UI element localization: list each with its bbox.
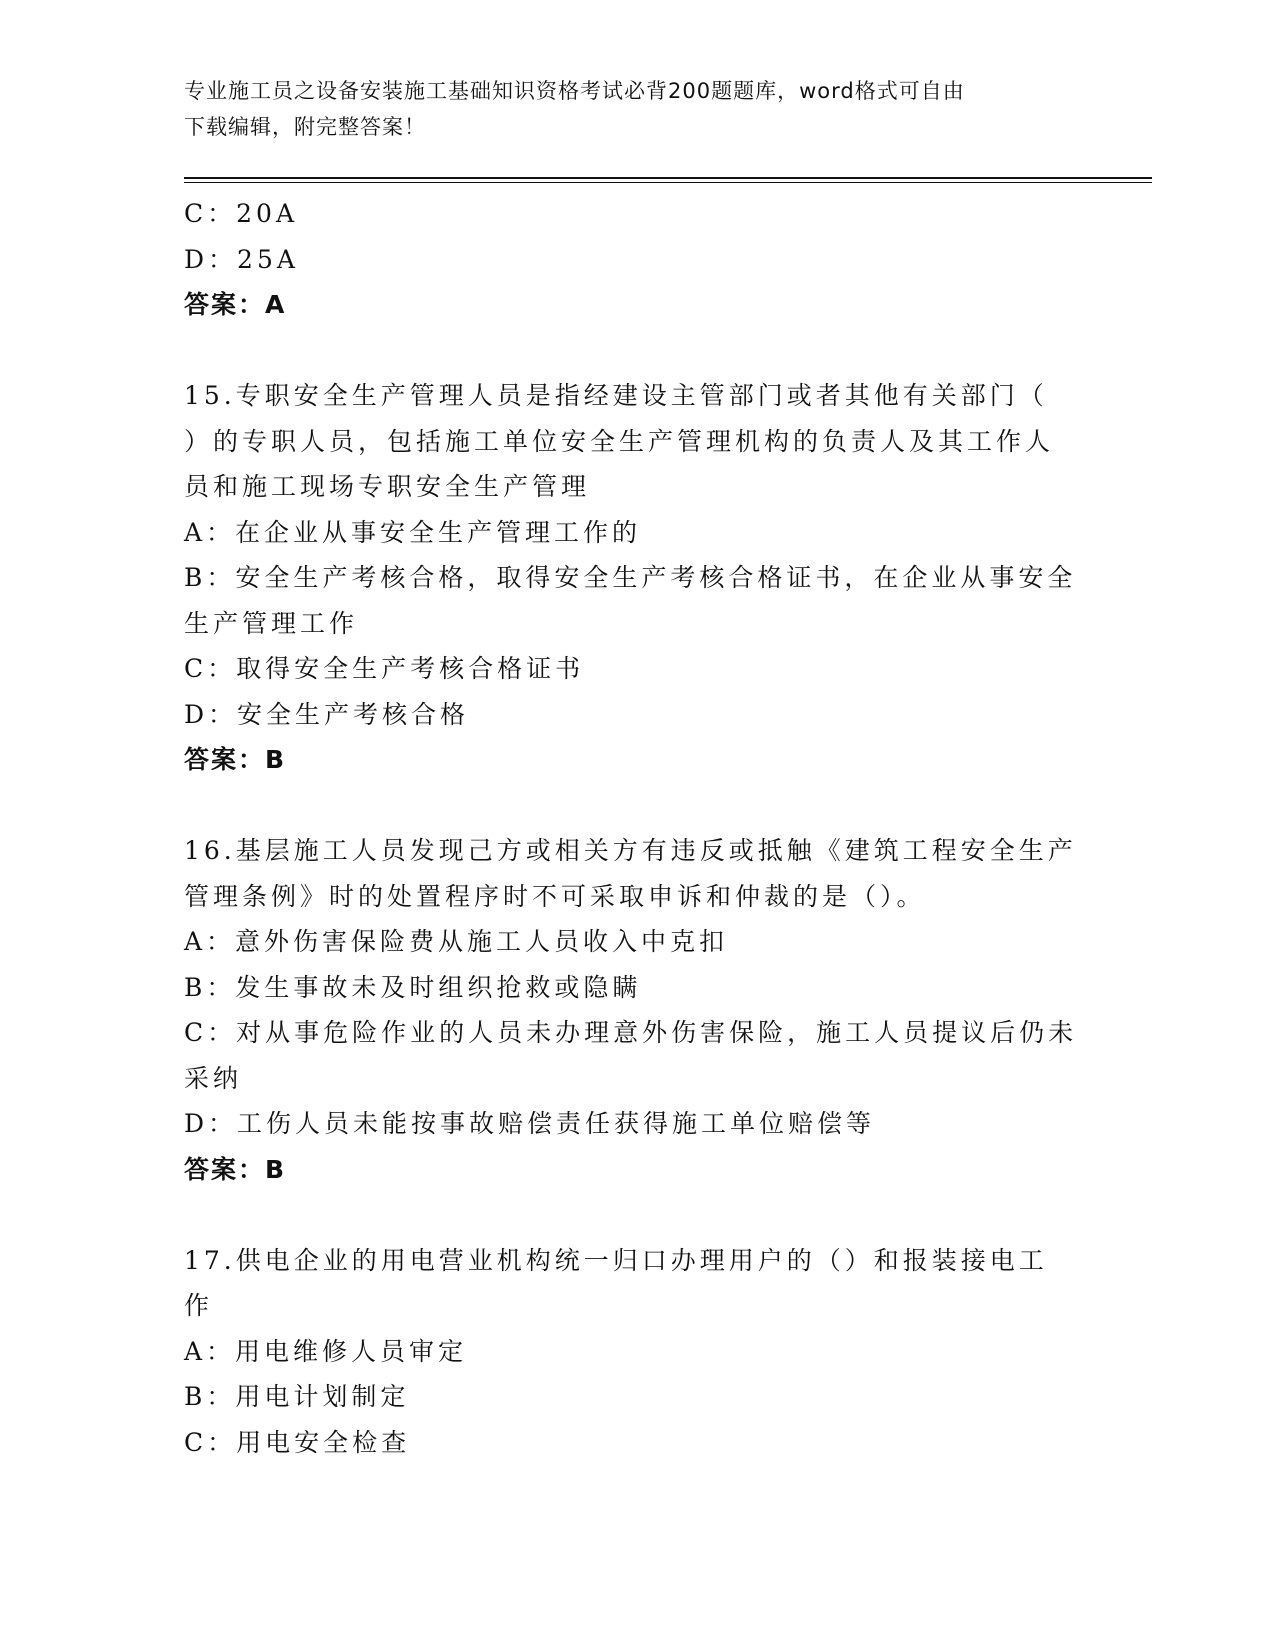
option-c-continued: 采纳 [184, 1063, 243, 1093]
question-16 [184, 828, 1084, 1192]
question-text-line: ）的专职人员，包括施工单位安全生产管理机构的负责人及其工作人 [184, 426, 1055, 456]
option-b: B：用电计划制定 [184, 1382, 410, 1411]
answer-label: 答案：B [184, 745, 287, 774]
document-header [184, 73, 1064, 145]
spacer [184, 783, 1084, 829]
question-17 [184, 1238, 1084, 1466]
spacer [184, 1192, 1084, 1238]
previous-question-tail [184, 191, 1084, 328]
option-b-continued: 生产管理工作 [184, 608, 359, 638]
spacer [184, 328, 1084, 374]
header-divider-thin [184, 182, 1152, 183]
option-c: C：20A [184, 199, 298, 228]
header-divider-thick [184, 177, 1152, 179]
question-text-line: 员和施工现场专职安全生产管理 [184, 472, 591, 501]
option-b: B：发生事故未及时组织抢救或隐瞒 [184, 972, 642, 1002]
option-a: A：用电维修人员审定 [184, 1336, 468, 1366]
answer-label: 答案：A [184, 290, 287, 319]
answer-label: 答案：B [184, 1154, 287, 1184]
question-text-line: 15.专职安全生产管理人员是指经建设主管部门或者其他有关部门（ [184, 381, 1048, 410]
option-a: A：在企业从事安全生产管理工作的 [184, 517, 642, 547]
header-title-line-2: 下载编辑，附完整答案！ [184, 115, 426, 139]
question-text-line: 作 [184, 1291, 214, 1320]
option-d: D：安全生产考核合格 [184, 699, 470, 729]
header-title-line-1: 专业施工员之设备安装施工基础知识资格考试必背200题题库，word格式可自由 [184, 79, 965, 103]
option-c: C：用电安全检查 [184, 1427, 411, 1457]
question-content [184, 191, 1084, 1465]
option-c: C：取得安全生产考核合格证书 [184, 654, 585, 683]
option-b: B：安全生产考核合格，取得安全生产考核合格证书，在企业从事安全 [184, 563, 1077, 592]
question-15 [184, 373, 1084, 783]
option-c: C：对从事危险作业的人员未办理意外伤害保险，施工人员提议后仍未 [184, 1018, 1078, 1047]
option-d: D：工伤人员未能按事故赔偿责任获得施工单位赔偿等 [184, 1109, 876, 1138]
option-d: D：25A [184, 244, 299, 274]
question-text-line: 管理条例》时的处置程序时不可采取申诉和仲裁的是（）。 [184, 881, 926, 911]
question-text-line: 17.供电企业的用电营业机构统一归口办理用户的（）和报装接电工 [184, 1245, 1048, 1275]
option-a: A：意外伤害保险费从施工人员收入中克扣 [184, 927, 729, 956]
question-text-line: 16.基层施工人员发现己方或相关方有违反或抵触《建筑工程安全生产 [184, 836, 1077, 865]
